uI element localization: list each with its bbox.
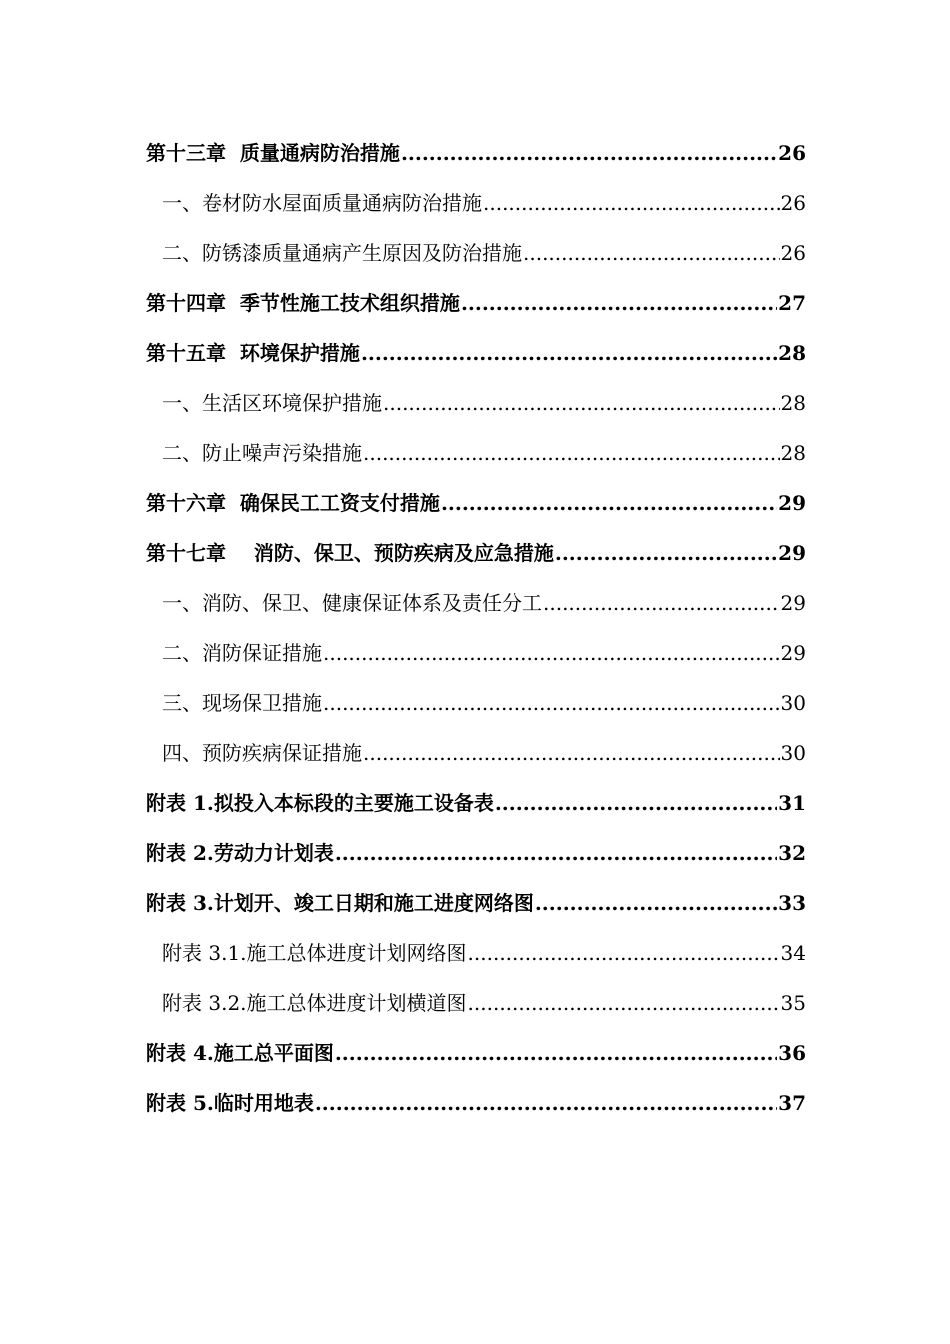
- toc-entry-line: [146, 887, 950, 916]
- toc-entry-title: 二、防锈漆质量通病产生原因及防治措施: [162, 240, 522, 265]
- toc-entry-line: [146, 1087, 950, 1116]
- dot-leader: [543, 591, 780, 615]
- toc-entry-line: [162, 437, 950, 466]
- toc-entry-line: [162, 637, 950, 666]
- dot-leader: [323, 691, 780, 715]
- dot-leader: [468, 991, 780, 1015]
- toc-chapter-entry[interactable]: [0, 276, 950, 326]
- dot-leader: [383, 391, 780, 415]
- toc-entry-line: [162, 587, 950, 616]
- toc-entry-title: 一、消防、保卫、健康保证体系及责任分工: [162, 590, 542, 615]
- toc-chapter-entry[interactable]: [0, 526, 950, 576]
- toc-page-number: 28: [780, 390, 806, 415]
- toc-chapter-entry[interactable]: [0, 1026, 950, 1076]
- toc-page-number: 33: [778, 890, 806, 915]
- dot-leader: [315, 1091, 777, 1115]
- toc-entry-title: 附表 5.临时用地表: [146, 1090, 314, 1115]
- toc-entry-line: [146, 337, 950, 366]
- toc-entry-line: [162, 387, 950, 416]
- toc-page-number: 29: [780, 640, 806, 665]
- toc-chapter-entry[interactable]: [0, 326, 950, 376]
- dot-leader: [495, 791, 777, 815]
- toc-entry-title: 第十六章 确保民工工资支付措施: [146, 490, 440, 515]
- toc-section-entry[interactable]: [0, 926, 950, 976]
- dot-leader: [555, 541, 777, 565]
- toc-section-entry[interactable]: [0, 676, 950, 726]
- toc-page-number: 34: [780, 940, 806, 965]
- toc-page-number: 29: [778, 490, 806, 515]
- dot-leader: [401, 141, 777, 165]
- toc-page-number: 26: [780, 240, 806, 265]
- dot-leader: [468, 941, 780, 965]
- toc-entry-title: 第十四章 季节性施工技术组织措施: [146, 290, 460, 315]
- toc-page-number: 30: [780, 740, 806, 765]
- toc-entry-title: 第十五章 环境保护措施: [146, 340, 360, 365]
- toc-chapter-entry[interactable]: [0, 476, 950, 526]
- toc-section-entry[interactable]: [0, 726, 950, 776]
- toc-section-entry[interactable]: [0, 976, 950, 1026]
- toc-page-number: 28: [780, 440, 806, 465]
- toc-entry-title: 附表 2.劳动力计划表: [146, 840, 334, 865]
- toc-entry-line: [146, 837, 950, 866]
- toc-entry-line: [162, 937, 950, 966]
- toc-chapter-entry[interactable]: [0, 126, 950, 176]
- toc-page-number: 32: [778, 840, 806, 865]
- toc-entry-line: [162, 187, 950, 216]
- table-of-contents: [0, 126, 950, 1126]
- dot-leader: [363, 741, 780, 765]
- toc-page-number: 31: [778, 790, 806, 815]
- dot-leader: [361, 341, 777, 365]
- toc-page-number: 28: [778, 340, 806, 365]
- dot-leader: [363, 441, 780, 465]
- toc-entry-title: 二、消防保证措施: [162, 640, 322, 665]
- dot-leader: [523, 241, 780, 265]
- toc-chapter-entry[interactable]: [0, 876, 950, 926]
- toc-entry-line: [146, 487, 950, 516]
- toc-section-entry[interactable]: [0, 576, 950, 626]
- toc-page-number: 35: [780, 990, 806, 1015]
- toc-section-entry[interactable]: [0, 626, 950, 676]
- toc-chapter-entry[interactable]: [0, 776, 950, 826]
- toc-entry-title: 一、生活区环境保护措施: [162, 390, 382, 415]
- toc-entry-line: [162, 987, 950, 1016]
- toc-page-number: 36: [778, 1040, 806, 1065]
- toc-entry-title: 二、防止噪声污染措施: [162, 440, 362, 465]
- toc-entry-title: 三、现场保卫措施: [162, 690, 322, 715]
- toc-section-entry[interactable]: [0, 376, 950, 426]
- toc-page-number: 30: [780, 690, 806, 715]
- toc-entry-line: [146, 287, 950, 316]
- dot-leader: [535, 891, 777, 915]
- toc-entry-title: 第十三章 质量通病防治措施: [146, 140, 400, 165]
- toc-page-number: 27: [778, 290, 806, 315]
- toc-entry-title: 附表 1.拟投入本标段的主要施工设备表: [146, 790, 494, 815]
- toc-page-number: 29: [780, 590, 806, 615]
- toc-entry-title: 附表 3.1.施工总体进度计划网络图: [162, 940, 467, 965]
- dot-leader: [441, 491, 777, 515]
- toc-entry-line: [146, 537, 950, 566]
- dot-leader: [335, 1041, 777, 1065]
- dot-leader: [335, 841, 777, 865]
- toc-entry-line: [162, 737, 950, 766]
- toc-page-number: 37: [778, 1090, 806, 1115]
- dot-leader: [461, 291, 777, 315]
- toc-section-entry[interactable]: [0, 226, 950, 276]
- toc-section-entry[interactable]: [0, 176, 950, 226]
- toc-chapter-entry[interactable]: [0, 1076, 950, 1126]
- toc-entry-line: [146, 787, 950, 816]
- toc-chapter-entry[interactable]: [0, 826, 950, 876]
- toc-entry-title: 第十七章 消防、保卫、预防疾病及应急措施: [146, 540, 554, 565]
- toc-page-number: 29: [778, 540, 806, 565]
- toc-entry-title: 附表 3.2.施工总体进度计划横道图: [162, 990, 467, 1015]
- toc-entry-line: [146, 1037, 950, 1066]
- dot-leader: [323, 641, 780, 665]
- toc-entry-title: 附表 3.计划开、竣工日期和施工进度网络图: [146, 890, 534, 915]
- toc-entry-title: 四、预防疾病保证措施: [162, 740, 362, 765]
- toc-entry-line: [162, 687, 950, 716]
- toc-section-entry[interactable]: [0, 426, 950, 476]
- toc-entry-line: [146, 137, 950, 166]
- dot-leader: [483, 191, 780, 215]
- toc-entry-line: [162, 237, 950, 266]
- toc-page-number: 26: [780, 190, 806, 215]
- toc-page-number: 26: [778, 140, 806, 165]
- toc-entry-title: 附表 4.施工总平面图: [146, 1040, 334, 1065]
- toc-entry-title: 一、卷材防水屋面质量通病防治措施: [162, 190, 482, 215]
